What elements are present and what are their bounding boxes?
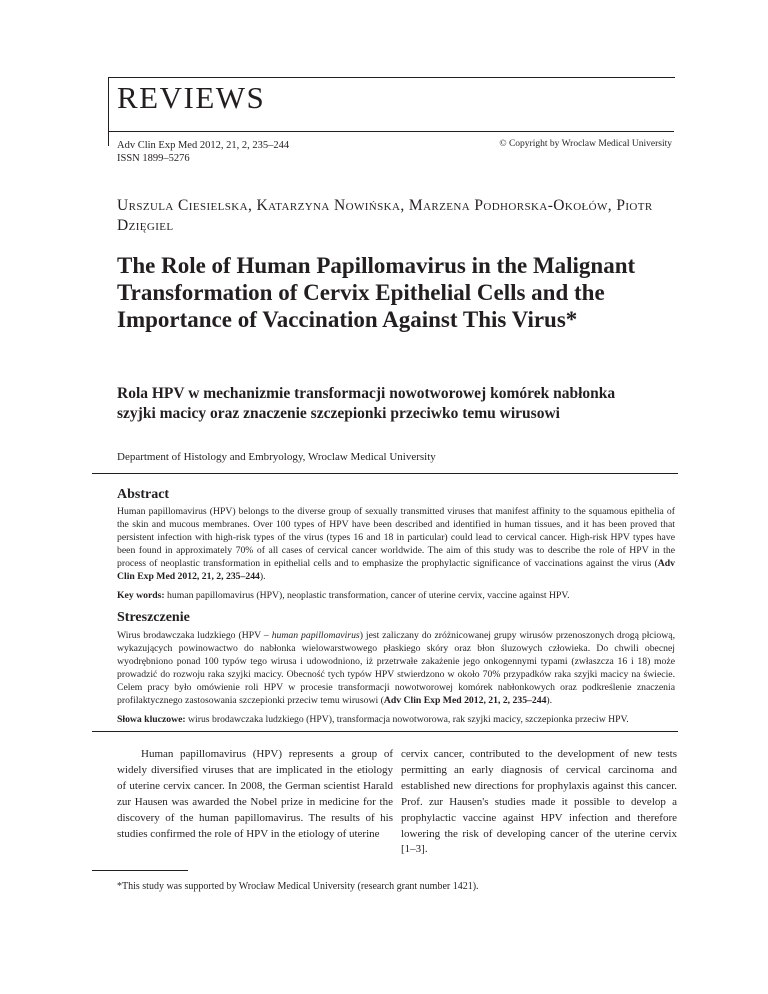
divider-bottom [92, 731, 678, 732]
streszczenie-keywords-list: wirus brodawczaka ludzkiego (HPV), transformacja nowotworowa, rak szyjki macicy, szczepionka przeciw HPV. [185, 714, 629, 725]
keywords-label: Key words: [117, 590, 165, 601]
keywords [117, 589, 677, 602]
streszczenie-citation: Adv Clin Exp Med 2012, 21, 2, 235–244 [383, 695, 547, 707]
affiliation: Department of Histology and Embryology, Wroclaw Medical University [117, 451, 436, 463]
body-column-left: Human papillomavirus (HPV) represents a group of widely diversified viruses that are implicated in the etiology of uterine cervix cancer. In 2008, the German scientist Harald zur Hausen was awarded the Nobel prize in medicine for the discovery of the human papillomavirus. The results of his studies confirmed the role of HPV in the etiology of uterine [117, 748, 393, 840]
journal-reference [117, 139, 289, 165]
body-column-right: cervix cancer, contributed to the development of new tests permitting an early diagnosis of cervical carcinoma and established new directions for prophylaxis against this cancer. Prof. zur Hausen's studies made it possible to develop a prophylactic vaccine against HPV infection and therefore lowering the risk of developing cancer of the uterine cervix [1–3]. [401, 748, 677, 856]
streszczenie-heading: Streszczenie [117, 610, 190, 625]
abstract-citation: Adv Clin Exp Med 2012, 21, 2, 235–244 [117, 558, 675, 583]
streszczenie-keywords-label: Słowa kluczowe: [117, 714, 186, 725]
author-list: Urszula Ciesielska, Katarzyna Nowińska, Marzena Podhorska-Okołów, Piotr Dzięgiel [117, 197, 653, 234]
abstract-body: Human papillomavirus (HPV) belongs to the diverse group of sexually transmitted viruses that manifest affinity to the squamous epithelia of the skin and mucous membranes. Over 100 types of HPV have been described and identified in human tissues, and it has been proved that persistent infection with high-risk types of the virus (types 16 and 18 in particular) could lead to cervical cancer. High-risk HPV types have been found in approximately 70% of all cases of cervical cancer worldwide. The aim of this study was to describe the role of HPV in the process of neoplastic transformation in epithelial cells and to emphasize the prophylactic significance of vaccinations against the virus ( [117, 506, 675, 570]
abstract-end: ). [259, 571, 266, 583]
issn: ISSN 1899–5276 [117, 153, 190, 164]
journal-citation: Adv Clin Exp Med 2012, 21, 2, 235–244 [117, 140, 290, 151]
abstract-text [117, 505, 675, 584]
copyright-notice: © Copyright by Wroclaw Medical University [499, 139, 672, 149]
section-title: REVIEWS [117, 80, 266, 115]
article-title: The Role of Human Papillomavirus in the Malignant Transformation of Cervix Epithelial Cells and the Importance of Vaccination Against This Virus* [117, 253, 636, 332]
abstract-heading: Abstract [117, 487, 170, 502]
streszczenie-body-a: Wirus brodawczaka ludzkiego (HPV – [117, 630, 272, 641]
footnote-divider [92, 870, 188, 871]
streszczenie-body-b: ) jest zaliczany do zróżnicowanej grupy wirusów przenoszonych drogą płciową, wykazujących powinowactwo do nabłonka wielowarstwowego płaskiego skóry oraz błon śluzowych człowieka. Do chwili obecnej wyodrębniono ponad 100 typów tego wirusa i udowodniono, iż przetrwałe zakażenie jego onkogennymi typami (zwłaszcza 16 i 18) może prowadzić do rozwoju raka szyjki macicy. Obecność tych typów HPV stwierdzono w około 70% przypadków raka szyjki macicy na świecie. Celem pracy było omówienie roli HPV w procesie transformacji nowotworowej komórek nabłonkowych oraz podkreślenie znaczenia profilaktycznego zastosowania szczepionki przeciw temu wirusowi ( [117, 630, 675, 707]
streszczenie-end: ). [546, 695, 553, 707]
footnote: *This study was supported by Wrocław Medical University (research grant number 1421). [117, 881, 479, 892]
divider-top [92, 473, 678, 474]
streszczenie-keywords [117, 713, 677, 726]
streszczenie-text [117, 629, 675, 708]
streszczenie-italic: human papillomavirus [271, 630, 360, 641]
header-divider [108, 131, 674, 132]
article-title-polish: Rola HPV w mechanizmie transformacji nowotworowej komórek nabłonka szyjki macicy oraz znaczenie szczepionki przeciwko temu wirusowi [117, 385, 616, 422]
keywords-list: human papillomavirus (HPV), neoplastic transformation, cancer of uterine cervix, vaccine against HPV. [164, 590, 570, 601]
